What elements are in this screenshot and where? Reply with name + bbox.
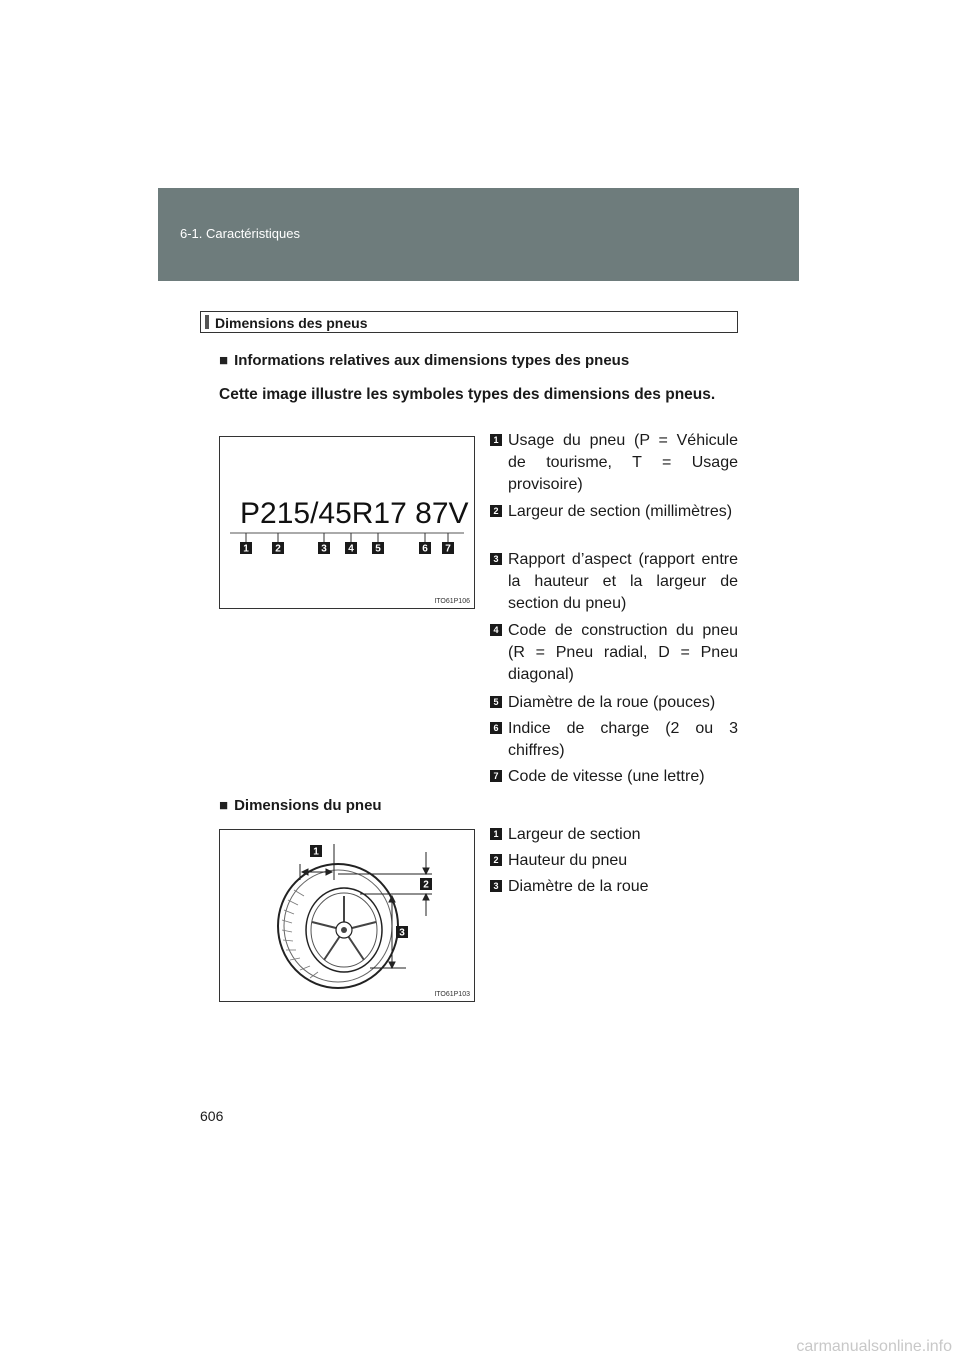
legend-number: 2: [490, 505, 502, 517]
title-bar-marker: [205, 315, 209, 329]
legend-item: [490, 501, 738, 523]
dimension-label-1: 1: [313, 846, 319, 858]
watermark: carmanualsonline.info: [796, 1338, 952, 1355]
legend-text: Indice de charge (2 ou 3 chiffres): [508, 720, 738, 759]
section-title: Dimensions des pneus: [215, 315, 368, 331]
legend-text: Rapport d’aspect (rapport entre la hauteur et la largeur de section du pneu): [508, 551, 738, 612]
section-ref: 6-1. Caractéristiques: [180, 226, 300, 241]
legend-item: [490, 430, 738, 496]
callout-label-7: 7: [445, 543, 451, 555]
legend-item: [490, 850, 738, 872]
legend-item: [490, 549, 738, 615]
legend-text: Largeur de section: [508, 826, 641, 843]
tire-code-text: P215/45R17 87V: [240, 497, 469, 530]
header-band: [158, 188, 799, 281]
page-number: 606: [200, 1108, 224, 1124]
tire-drawing: [220, 830, 474, 1001]
tire-illustration: [278, 864, 398, 988]
legend-item: [490, 876, 738, 898]
callout-label-6: 6: [422, 543, 428, 555]
dimension-label-2: 2: [423, 879, 429, 891]
intro-paragraph: Cette image illustre les symboles types des dimensions des pneus.: [219, 386, 716, 403]
legend-item: [490, 692, 738, 714]
legend-item: [490, 824, 738, 846]
legend-item: [490, 766, 738, 788]
legend-item: [490, 620, 738, 686]
callout-label-3: 3: [321, 543, 327, 555]
square-bullet-icon: ■: [219, 352, 229, 369]
square-bullet-icon: ■: [219, 797, 229, 814]
legend-text: Code de construction du pneu (R = Pneu radial, D = Pneu diagonal): [508, 622, 738, 683]
legend-text: Usage du pneu (P = Véhicule de tourisme, T = Usage provisoire): [508, 432, 738, 493]
subheading-tire-dimensions: [219, 797, 382, 814]
legend-number: 7: [490, 770, 502, 782]
callout-label-4: 4: [348, 543, 354, 555]
legend-number: 3: [490, 553, 502, 565]
dimension-label-3: 3: [399, 927, 405, 939]
tire-code-figure: [219, 436, 475, 609]
figure-code: ITO61P106: [434, 598, 470, 605]
legend-number: 1: [490, 828, 502, 840]
figure-code: ITO61P103: [434, 991, 470, 998]
legend-number: 1: [490, 434, 502, 446]
callout-leaders: [246, 533, 448, 542]
legend-text: Diamètre de la roue (pouces): [508, 694, 716, 711]
legend-number: 5: [490, 696, 502, 708]
legend-number: 3: [490, 880, 502, 892]
legend-number: 2: [490, 854, 502, 866]
legend-number: 4: [490, 624, 502, 636]
callout-label-5: 5: [375, 543, 381, 555]
tire-code-illustration: [220, 437, 474, 608]
legend-text: Code de vitesse (une lettre): [508, 768, 705, 785]
tire-dimensions-figure: [219, 829, 475, 1002]
legend-text: Hauteur du pneu: [508, 852, 628, 869]
legend-item: [490, 718, 738, 762]
subheading-tire-info: [219, 352, 629, 369]
section-title-box: [200, 311, 738, 333]
legend-number: 6: [490, 722, 502, 734]
legend-text: Largeur de section (millimètres): [508, 503, 733, 520]
subheading-text: Informations relatives aux dimensions types des pneus: [234, 352, 630, 369]
callout-label-2: 2: [275, 543, 281, 555]
callout-label-1: 1: [243, 543, 249, 555]
subheading-text: Dimensions du pneu: [234, 797, 382, 814]
legend-text: Diamètre de la roue: [508, 878, 649, 895]
